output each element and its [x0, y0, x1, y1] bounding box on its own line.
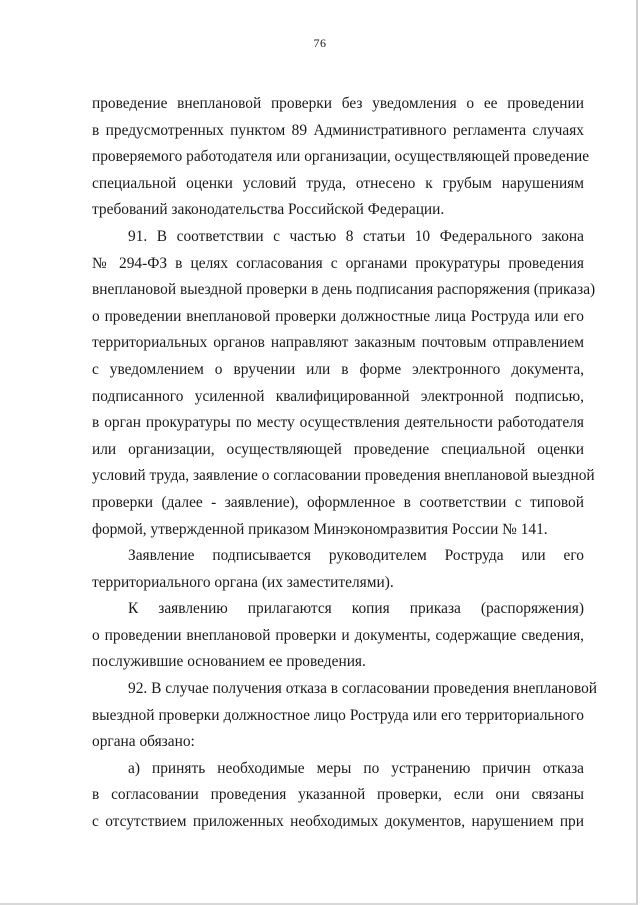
paragraph-92-item-a — [92, 756, 584, 836]
page-number: 76 — [313, 36, 327, 50]
text-line: внеплановой выездной проверки в день подписания распоряжения (приказа) — [92, 281, 596, 299]
text-line: территориальных органов направляют заказным почтовым отправлением — [92, 334, 584, 352]
text-line: или организации, осуществляющей проведение специальной оценки — [92, 440, 584, 458]
text-line: требований законодательства Российской Федерации. — [92, 201, 445, 219]
paragraph-92 — [92, 676, 598, 756]
text-line: К заявлению прилагаются копия приказа (распоряжения) — [128, 600, 584, 618]
text-line: формой, утвержденной приказом Минэкономразвития России № 141. — [92, 520, 548, 538]
text-line: проведение внеплановой проверки без уведомления о ее проведении — [92, 95, 584, 112]
text-line: с уведомлением о вручении или в форме электронного документа, — [92, 360, 584, 378]
text-line: в орган прокуратуры по месту осуществления деятельности работодателя — [92, 414, 584, 432]
text-line: 92. В случае получения отказа в согласовании проведения внеплановой — [128, 680, 598, 698]
text-line: в согласовании проведения указанной проверки, если они связаны — [92, 786, 584, 804]
text-line: № 294-ФЗ в целях согласования с органами прокуратуры проведения — [92, 254, 584, 272]
text-line: проверяемого работодателя или организации, осуществляющей проведение — [92, 148, 590, 166]
text-line: проверки (далее - заявление), оформленное в соответствии с типовой — [92, 493, 584, 511]
text-line: 91. В соответствии с частью 8 статьи 10 Федерального закона — [128, 227, 584, 245]
text-line: Заявление подписывается руководителем Роструда или его — [128, 547, 584, 565]
paragraph-91 — [92, 224, 596, 543]
text-line: выездной проверки должностное лицо Роструда или его территориального — [92, 706, 584, 724]
paragraph-attachments — [92, 596, 584, 676]
document-body — [92, 91, 598, 836]
paragraph — [92, 91, 590, 224]
text-line: условий труда, заявление о согласовании проведения внеплановой выездной — [92, 467, 595, 485]
text-line: о проведении внеплановой проверки и документы, содержащие сведения, — [92, 626, 584, 644]
text-line: а) принять необходимые меры по устранению причин отказа — [128, 759, 584, 777]
text-line: о проведении внеплановой проверки должностные лица Роструда или его — [92, 307, 584, 325]
text-line: специальной оценки условий труда, отнесено к грубым нарушениям — [92, 174, 584, 192]
text-line: послужившие основанием ее проведения. — [92, 653, 366, 671]
text-line: в предусмотренных пунктом 89 Административного регламента случаях — [92, 121, 584, 139]
text-line: с отсутствием приложенных необходимых документов, нарушением при — [92, 813, 584, 831]
paragraph-statement-signing — [92, 543, 584, 596]
text-line: органа обязано: — [92, 733, 195, 751]
text-line: подписанного усиленной квалифицированной электронной подписью, — [92, 387, 584, 405]
text-line: территориального органа (их заместителями). — [92, 573, 394, 591]
